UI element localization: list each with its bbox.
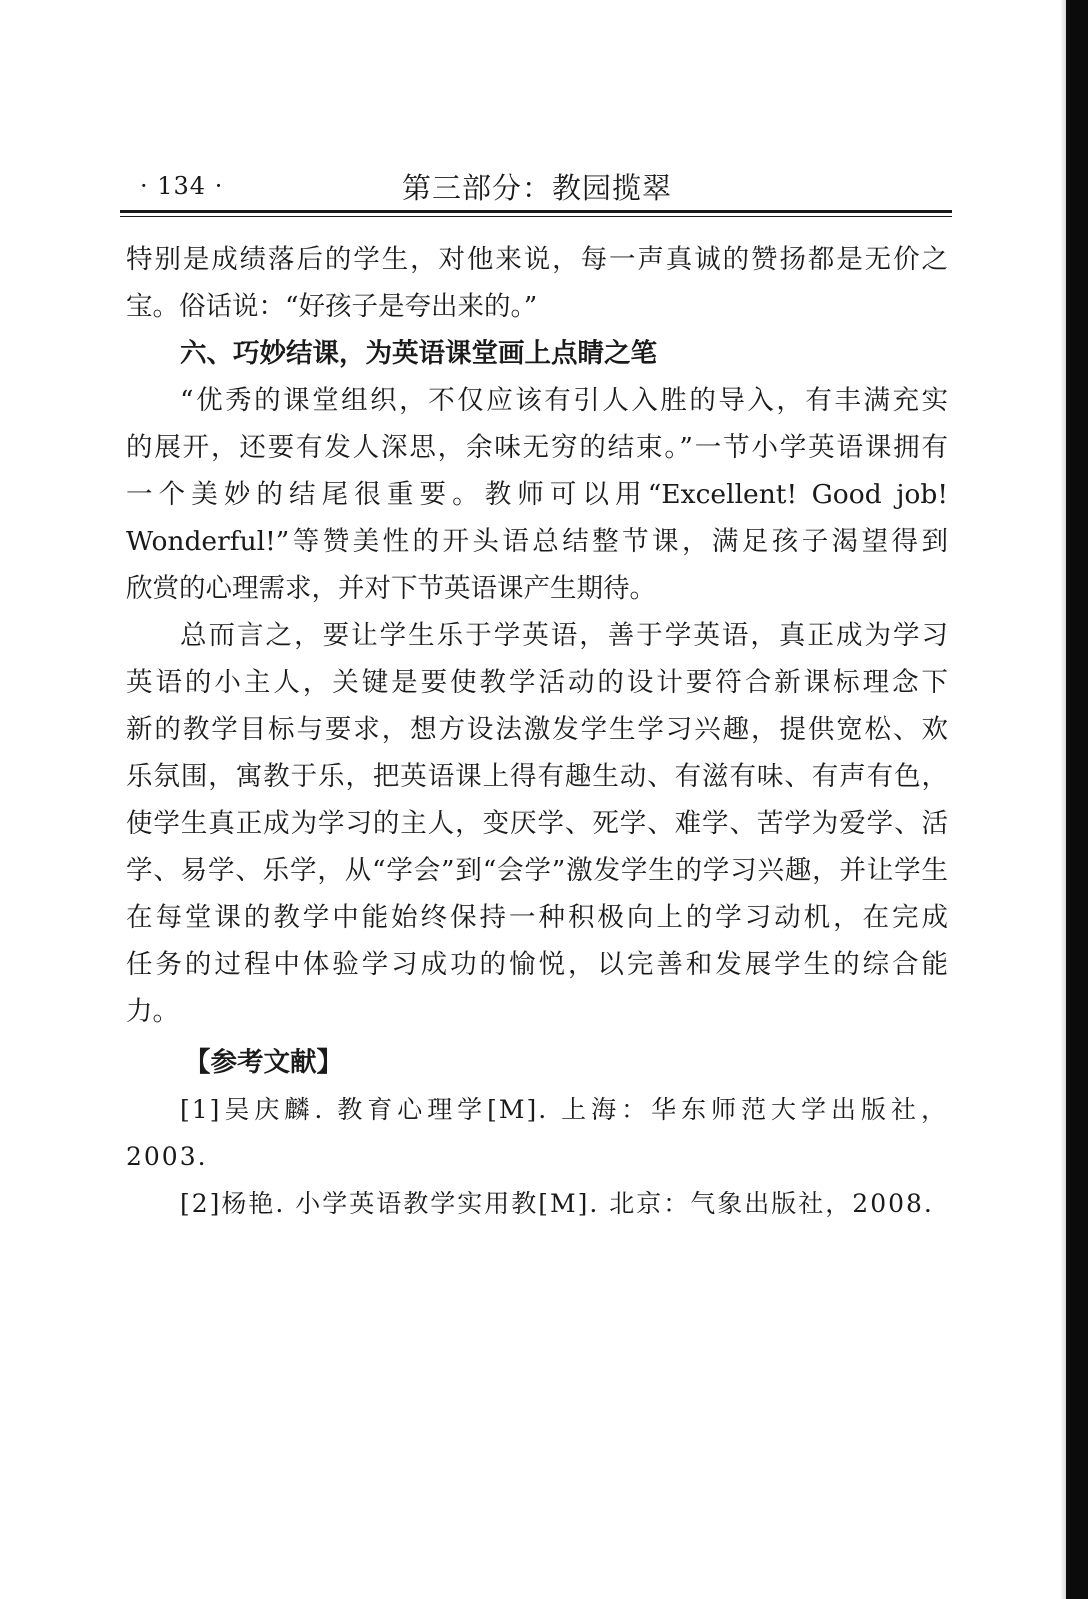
paragraph-line: 的展开，还要有发人深思，余味无穷的结束。”一节小学英语课拥有 xyxy=(126,432,948,463)
reference-item: [2]杨艳. 小学英语教学实用教[M]. 北京：气象出版社，2008. xyxy=(180,1189,934,1218)
paragraph-line: 乐氛围，寓教于乐，把英语课上得有趣生动、有滋有味、有声有色， xyxy=(126,761,948,792)
paragraph-line: 一个美妙的结尾很重要。教师可以用“Excellent! Good job! xyxy=(126,479,948,510)
page-number: · 134 · xyxy=(140,172,224,200)
paragraph-line: 欣赏的心理需求，并对下节英语课产生期待。 xyxy=(126,573,656,604)
references-heading: 【参考文献】 xyxy=(184,1047,343,1078)
body-text xyxy=(126,236,948,1227)
paragraph-line: “优秀的课堂组织，不仅应该有引人入胜的导入，有丰满充实 xyxy=(180,385,948,416)
paragraph-line: 总而言之，要让学生乐于学英语，善于学英语，真正成为学习 xyxy=(180,620,948,651)
text-line: 特别是成绩落后的学生，对他来说，每一声真诚的赞扬都是无价之 xyxy=(126,244,948,275)
reference-item-continued: 2003. xyxy=(126,1142,208,1171)
paragraph-line: 新的教学目标与要求，想方设法激发学生学习兴趣，提供宽松、欢 xyxy=(126,714,948,745)
page-header xyxy=(122,160,952,210)
paragraph-line: 任务的过程中体验学习成功的愉悦，以完善和发展学生的综合能 xyxy=(126,949,948,980)
text-line: 宝。俗话说：“好孩子是夸出来的。” xyxy=(126,291,538,322)
paragraph-line: 学、易学、乐学，从“学会”到“会学”激发学生的学习兴趣，并让学生 xyxy=(126,855,948,886)
header-rule-thick xyxy=(120,210,952,213)
paragraph-line: 英语的小主人，关键是要使教学活动的设计要符合新课标理念下 xyxy=(126,667,948,698)
reference-item: [1]吴庆麟. 教育心理学[M]. 上海：华东师范大学出版社， xyxy=(180,1095,948,1124)
paragraph-line: 使学生真正成为学习的主人，变厌学、死学、难学、苦学为爱学、活 xyxy=(126,808,948,839)
section-heading: 六、巧妙结课，为英语课堂画上点睛之笔 xyxy=(180,338,657,369)
header-rule-thin xyxy=(120,216,952,217)
paragraph-line: Wonderful!”等赞美性的开头语总结整节课，满足孩子渴望得到 xyxy=(126,526,948,557)
scan-edge xyxy=(1066,0,1088,1599)
running-title: 第三部分：教园揽翠 xyxy=(402,171,673,205)
paragraph-line: 力。 xyxy=(126,996,179,1027)
paragraph-line: 在每堂课的教学中能始终保持一种积极向上的学习动机，在完成 xyxy=(126,902,948,933)
